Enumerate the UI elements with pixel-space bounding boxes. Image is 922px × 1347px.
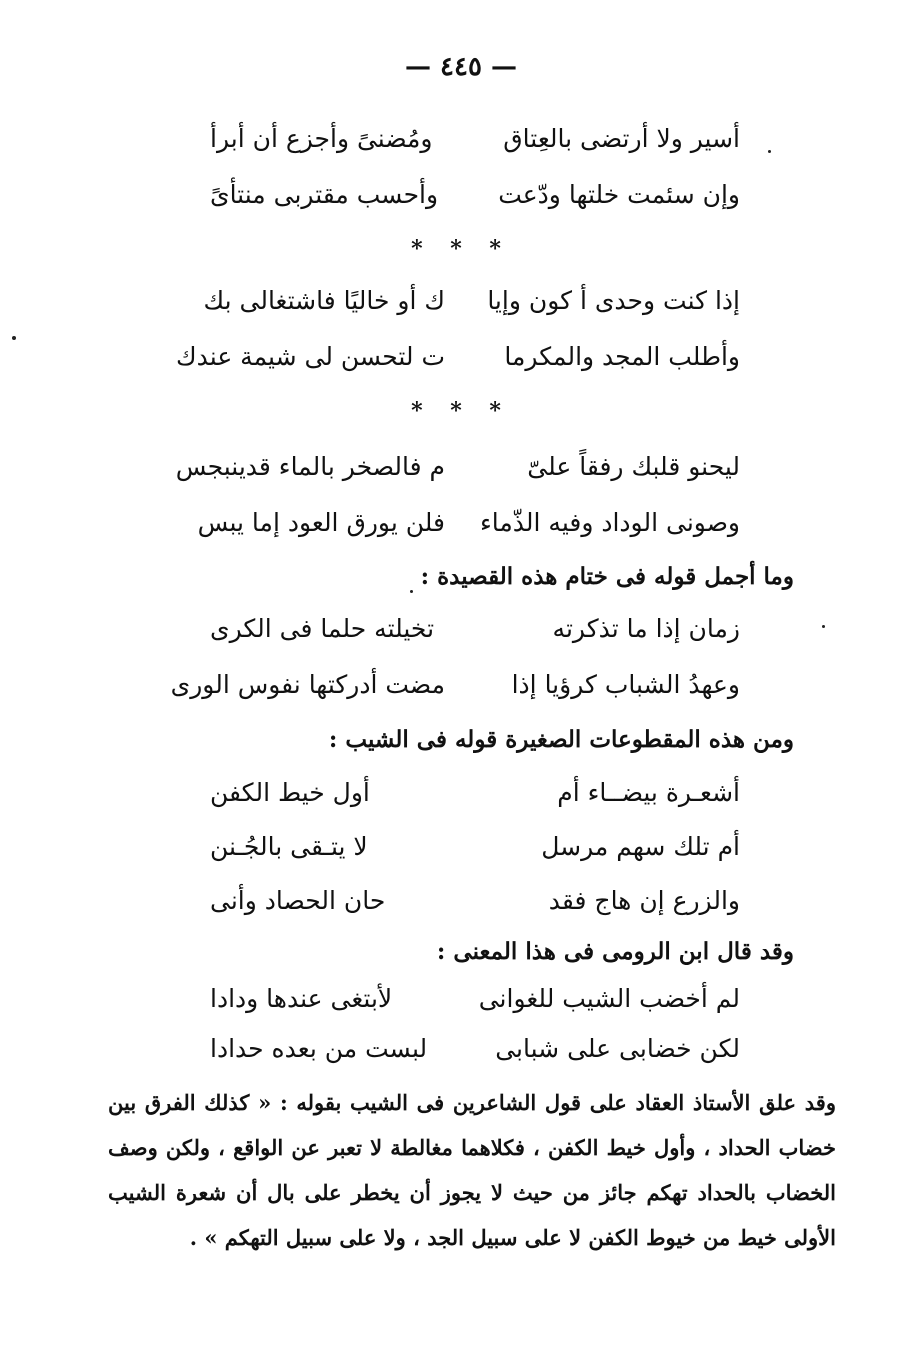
scan-speck: [12, 336, 16, 340]
verse-second-hemistich: أول خيط الكفن: [210, 778, 370, 807]
verse-first-hemistich: وصونى الوداد وفيه الذّماء: [480, 508, 740, 537]
verse: [210, 180, 740, 224]
verse-second-hemistich: ومُضنىً وأجزع أن أبرأ: [210, 124, 433, 153]
verse: [176, 342, 740, 386]
verse-first-hemistich: وعهدُ الشباب كرؤيا إذا: [511, 670, 740, 699]
verse: [210, 886, 740, 930]
verse-first-hemistich: ليحنو قلبك رفقاً علىّ: [527, 452, 740, 481]
verse-first-hemistich: لم أخضب الشيب للغوانى: [478, 984, 740, 1013]
verse: [197, 508, 740, 552]
verse-first-hemistich: زمان إذا ما تذكرته: [552, 614, 740, 643]
verse-second-hemistich: فلن يورق العود إما يبس: [197, 508, 445, 537]
verse-first-hemistich: أسير ولا أرتضى بالعِتاق: [503, 124, 740, 153]
commentary-paragraph: وقد علق الأستاذ العقاد على قول الشاعرين فى الشيب بقوله : « كذلك الفرق بين خضاب الحداد ، وأول خيط الكفن ، فكلاهما مغالطة لا تعبر عن الواقع ، ولكن وصف الخضاب بالحداد تهكم جائز من حيث لا يجوز أن يخطر على بال أن شعرة الشيب الأولى خيط من خيوط الكفن لا على سبيل الجد ، ولا على سبيل التهكم » .: [108, 1090, 836, 1250]
verse-first-hemistich: وأطلب المجد والمكرما: [504, 342, 740, 371]
intro-line: وما أجمل قوله فى ختام هذه القصيدة :: [420, 563, 794, 590]
verse: [210, 124, 740, 168]
scan-speck: [768, 150, 771, 153]
verse: [210, 1034, 740, 1078]
stanza-separator: * * *: [411, 236, 511, 262]
verse-second-hemistich: حان الحصاد وأنى: [210, 886, 386, 915]
verse-second-hemistich: مضت أدركتها نفوس الورى: [170, 670, 445, 699]
verse-second-hemistich: ك أو خاليًا فاشتغالى بك: [203, 286, 445, 315]
stanza-separator: * * *: [411, 398, 511, 424]
verse: [210, 984, 740, 1028]
verse-first-hemistich: أشعـرة بيضــاء أم: [557, 778, 740, 807]
verse: [175, 452, 740, 496]
intro-line: وقد قال ابن الرومى فى هذا المعنى :: [436, 938, 794, 965]
scan-speck: [410, 590, 413, 593]
verse-second-hemistich: لبست من بعده حدادا: [210, 1034, 428, 1063]
verse-second-hemistich: تخيلته حلما فى الكرى: [210, 614, 435, 643]
verse-first-hemistich: والزرع إن هاج فقد: [548, 886, 740, 915]
verse: [210, 614, 740, 658]
verse-first-hemistich: إذا كنت وحدى أ كون وإيا: [487, 286, 740, 315]
verse-first-hemistich: أم تلك سهم مرسل: [541, 832, 740, 861]
page-number: — ٤٤٥ —: [404, 52, 518, 82]
verse: [203, 286, 740, 330]
verse-second-hemistich: لأبتغى عندها ودادا: [210, 984, 393, 1013]
verse-second-hemistich: م فالصخر بالماء قدينبجس: [175, 452, 445, 481]
verse-second-hemistich: ت لتحسن لى شيمة عندك: [176, 342, 445, 371]
verse: [210, 832, 740, 876]
verse-second-hemistich: لا يتـقى بالجُـنن: [210, 832, 368, 861]
scan-speck: [822, 625, 825, 628]
verse-second-hemistich: وأحسب مقتربى منتأىً: [210, 180, 439, 209]
verse-first-hemistich: لكن خضابى على شبابى: [495, 1034, 740, 1063]
intro-line: ومن هذه المقطوعات الصغيرة قوله فى الشيب :: [328, 726, 794, 753]
verse-first-hemistich: وإن سئمت خلتها ودّعت: [498, 180, 740, 209]
verse: [170, 670, 740, 714]
verse: [210, 778, 740, 822]
